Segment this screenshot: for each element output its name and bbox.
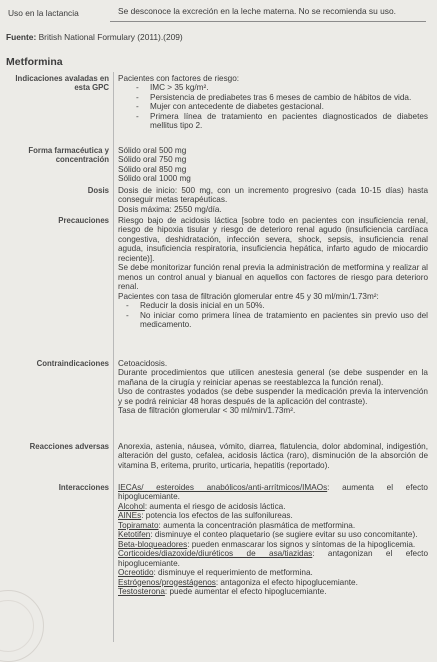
list-item: - Primera línea de tratamiento en pacientes diagnosticados de diabetes mellitus tipo 2.: [142, 112, 428, 131]
interaction-effect: : potencia los efectos de las sulfonilureas.: [141, 511, 293, 521]
list-item: Sólido oral 1000 mg: [118, 174, 191, 184]
interaction-effect: : disminuye el requerimiento de metformina.: [153, 568, 313, 578]
row-body-indicaciones: [118, 74, 428, 131]
interaction-effect: : aumenta la concentración plasmática de metformina.: [158, 520, 356, 530]
interaction-term: IECAs/ esteroides anabólicos/anti-arrítmicos/IMAOs: [118, 483, 328, 492]
interaction-term: AINEs: [118, 511, 142, 521]
list-item: - IMC > 35 kg/m².: [142, 83, 428, 92]
list-item: [118, 530, 428, 539]
indicaciones-intro: Pacientes con factores de riesgo:: [118, 74, 240, 83]
lactation-label: Uso en la lactancia: [8, 8, 79, 18]
dosis-text-2: Dosis máxima: 2550 mg/día.: [118, 204, 222, 214]
row-label-reacciones: Reacciones adversas: [29, 442, 109, 451]
row-body-dosis: [118, 186, 428, 214]
contraindicaciones-p2: Durante procedimientos que utilicen anestesia general (se debe suspender en la mañana de la cirugía y reiniciar apenas se reestablezca la función renal).: [118, 368, 428, 387]
drug-title: Metformina: [6, 56, 63, 68]
precauciones-p2: Se debe monitorizar función renal previa la administración de metformina y realizar al menos un control anual y bianual en aquellos con factores de riesgo para deterioro renal.: [118, 263, 428, 292]
source-citation: [6, 32, 183, 42]
list-item: [118, 568, 428, 577]
reacciones-text: Anorexia, astenia, náusea, vómito, diarrea, flatulencia, dolor abdominal, indigestión, alteración del gusto, cefalea, acidosis láctica (raro), disminución de la absorción de vitamina B, eritema, prurito, urticaria, hepatitis (reportado).: [118, 442, 428, 470]
interaction-effect: : aumenta el riesgo de acidosis láctica.: [144, 501, 286, 511]
table-divider: [110, 21, 426, 22]
interaction-effect: : aumenta el efecto hipoglucemiante.: [118, 483, 428, 502]
interaction-term: Ketotifen: [118, 530, 151, 540]
interaction-effect: : pueden enmascarar los signos y síntomas de la hipoglicemia.: [187, 539, 416, 549]
interaction-effect: : antagonizan el efecto hipoglucemiante.: [118, 549, 428, 568]
dosis-text-1: Dosis de inicio: 500 mg, con un incremento progresivo (cada 10-15 días) hasta conseguir metas terapéuticas.: [118, 186, 428, 205]
interaction-term: Ocreotido: [118, 568, 154, 578]
list-item: - Persistencia de prediabetes tras 6 meses de cambio de hábitos de vida.: [142, 93, 428, 102]
interaction-effect: : antagoniza el efecto hipoglucemiante.: [215, 577, 358, 587]
interaction-term: Testosterona: [118, 586, 165, 596]
precauciones-p1: Riesgo bajo de acidosis láctica [sobre todo en pacientes con insuficiencia renal, riesgo de hipoxia tisular y riesgo de deterioro renal agudo (insuficiencia cardíaca congestiva, deshidratación, infección severa, shock, sepsis, insuficiencia renal aguda, insuficiencia respiratoria, insuficiencia hepática, infarto agudo de miocardio reciente)].: [118, 216, 428, 263]
lactation-value: Se desconoce la excreción en la leche materna. No se recomienda su uso.: [118, 6, 396, 16]
row-body-interacciones: [118, 483, 428, 596]
row-label-forma: Forma farmacéutica y concentración: [28, 146, 109, 165]
row-body-reacciones: [118, 442, 428, 470]
row-label-dosis: Dosis: [87, 186, 109, 195]
list-item: - No iniciar como primera línea de tratamiento en pacientes sin previo uso del medicamento.: [132, 311, 428, 330]
list-item: Sólido oral 500 mg: [118, 146, 187, 155]
row-label-indicaciones: Indicaciones avaladas en esta GPC: [15, 74, 109, 93]
interaction-effect: : puede aumentar el efecto hipoglucemiante.: [164, 586, 327, 596]
contraindicaciones-p4: Tasa de filtración glomerular < 30 ml/min/1.73m².: [118, 406, 296, 416]
precauciones-p3: Pacientes con tasa de filtración glomerular entre 45 y 30 ml/min/1.73m²:: [118, 291, 379, 301]
list-item: [118, 483, 428, 502]
row-body-precauciones: [118, 216, 428, 329]
source-label: Fuente:: [6, 32, 37, 42]
row-label-interacciones: Interacciones: [58, 483, 109, 492]
list-item: [118, 587, 428, 596]
list-item: [118, 511, 428, 520]
interaction-term: Topiramato: [118, 520, 159, 530]
source-text: British National Formulary (2011).(209): [38, 32, 183, 42]
list-item: - Reducir la dosis inicial en un 50%.: [132, 301, 428, 310]
contraindicaciones-p3: Uso de contrastes yodados (se debe suspender la medicación previa la intervención y se podrá reiniciar 48 horas después de la aplicación del contraste).: [118, 387, 428, 406]
row-body-contraindicaciones: [118, 359, 428, 416]
list-item: [118, 540, 428, 549]
list-item: [118, 549, 428, 568]
indicaciones-list: [118, 83, 428, 130]
interaction-term: Alcohol: [118, 501, 145, 511]
list-item: [118, 502, 428, 511]
list-item: [118, 521, 428, 530]
row-label-contraindicaciones: Contraindicaciones: [36, 359, 109, 368]
list-item: Sólido oral 850 mg: [118, 164, 187, 174]
interaction-effect: : disminuye el conteo plaquetario (se sugiere evitar su uso concomitante).: [150, 530, 418, 540]
row-body-forma: [118, 146, 428, 184]
contraindicaciones-p1: Cetoacidosis.: [118, 359, 168, 368]
row-label-precauciones: Precauciones: [58, 216, 109, 225]
interaction-term: Corticoides/diazoxide/diuréticos de asa/tiazidas: [118, 549, 313, 559]
interaction-term: Beta-bloqueadores: [118, 539, 188, 549]
interaction-term: Estrógenos/progestágenos: [118, 577, 216, 587]
list-item: Sólido oral 750 mg: [118, 155, 187, 165]
precauciones-list: [118, 301, 428, 329]
list-item: [118, 578, 428, 587]
column-divider: [113, 72, 114, 642]
list-item: - Mujer con antecedente de diabetes gestacional.: [142, 102, 428, 111]
